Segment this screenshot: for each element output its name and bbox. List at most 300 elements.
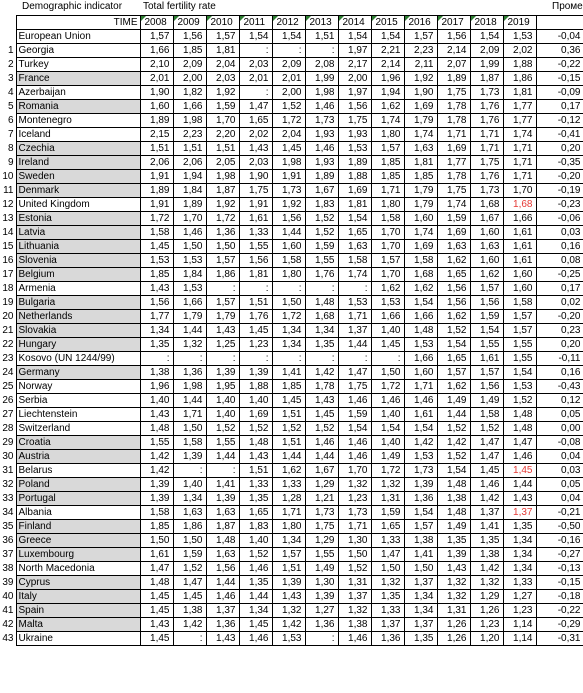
value-cell[interactable]: 2,10 [140,58,173,72]
value-cell[interactable]: 1,73 [338,506,371,520]
value-cell[interactable]: : [272,282,305,296]
value-cell[interactable]: 1,60 [272,240,305,254]
value-cell[interactable]: 1,63 [404,142,437,156]
value-cell[interactable]: 1,80 [371,128,404,142]
country-cell[interactable]: Germany [16,366,140,380]
value-cell[interactable]: 1,71 [470,142,503,156]
value-cell[interactable]: 1,45 [503,464,536,478]
value-cell[interactable]: 1,62 [437,380,470,394]
value-cell[interactable]: 2,00 [338,72,371,86]
value-cell[interactable]: 1,26 [470,604,503,618]
change-cell[interactable]: -0,21 [536,506,583,520]
value-cell[interactable]: 1,94 [371,86,404,100]
value-cell[interactable]: 1,60 [404,212,437,226]
value-cell[interactable]: 1,92 [272,198,305,212]
change-cell[interactable]: -0,41 [536,128,583,142]
value-cell[interactable]: 1,63 [437,240,470,254]
value-cell[interactable]: 1,65 [437,352,470,366]
value-cell[interactable]: 1,85 [404,170,437,184]
value-cell[interactable]: 1,48 [437,506,470,520]
value-cell[interactable]: 1,59 [173,548,206,562]
country-cell[interactable]: Belarus [16,464,140,478]
value-cell[interactable]: 1,36 [173,366,206,380]
country-cell[interactable]: Austria [16,450,140,464]
value-cell[interactable]: 1,71 [470,128,503,142]
change-cell[interactable]: -0,23 [536,198,583,212]
value-cell[interactable]: 1,61 [404,408,437,422]
value-cell[interactable]: 2,20 [206,128,239,142]
value-cell[interactable]: 2,05 [206,156,239,170]
country-cell[interactable]: Slovenia [16,254,140,268]
value-cell[interactable]: : [140,352,173,366]
value-cell[interactable]: 1,48 [140,576,173,590]
value-cell[interactable]: 1,43 [305,394,338,408]
country-cell[interactable]: Romania [16,100,140,114]
value-cell[interactable]: 1,51 [272,436,305,450]
value-cell[interactable]: 1,50 [173,534,206,548]
value-cell[interactable]: 1,55 [503,338,536,352]
value-cell[interactable]: 1,89 [437,72,470,86]
value-cell[interactable]: 1,45 [305,408,338,422]
value-cell[interactable]: 1,37 [371,618,404,632]
value-cell[interactable]: 1,89 [173,198,206,212]
value-cell[interactable]: 1,51 [239,464,272,478]
value-cell[interactable]: 1,44 [503,478,536,492]
value-cell[interactable]: 1,62 [437,310,470,324]
value-cell[interactable]: 1,42 [437,436,470,450]
value-cell[interactable]: 1,56 [239,254,272,268]
value-cell[interactable]: 1,93 [305,156,338,170]
value-cell[interactable]: 1,54 [338,422,371,436]
value-cell[interactable]: 1,39 [239,366,272,380]
value-cell[interactable]: 1,53 [404,338,437,352]
change-cell[interactable]: -0,25 [536,268,583,282]
value-cell[interactable]: 1,61 [140,548,173,562]
value-cell[interactable]: 1,54 [437,464,470,478]
value-cell[interactable]: 1,46 [239,562,272,576]
value-cell[interactable]: 1,42 [173,618,206,632]
value-cell[interactable]: 1,72 [206,212,239,226]
value-cell[interactable]: 1,59 [437,212,470,226]
value-cell[interactable]: 1,60 [503,268,536,282]
value-cell[interactable]: 1,62 [404,282,437,296]
change-cell[interactable]: -0,50 [536,520,583,534]
value-cell[interactable]: 1,53 [173,282,206,296]
value-cell[interactable]: 1,54 [404,506,437,520]
value-cell[interactable]: 1,53 [503,30,536,44]
value-cell[interactable]: 1,36 [371,632,404,646]
value-cell[interactable]: 1,45 [470,464,503,478]
value-cell[interactable]: 2,14 [437,44,470,58]
value-cell[interactable]: 1,50 [371,562,404,576]
value-cell[interactable]: 1,59 [338,408,371,422]
value-cell[interactable]: 1,45 [272,142,305,156]
value-cell[interactable]: 1,92 [206,198,239,212]
value-cell[interactable]: 2,04 [272,128,305,142]
value-cell[interactable]: 1,78 [437,114,470,128]
value-cell[interactable]: : [173,352,206,366]
change-cell[interactable]: 0,17 [536,100,583,114]
value-cell[interactable]: 1,65 [437,268,470,282]
value-cell[interactable]: : [239,44,272,58]
change-cell[interactable]: 0,23 [536,324,583,338]
value-cell[interactable]: 1,57 [503,324,536,338]
value-cell[interactable]: : [206,464,239,478]
value-cell[interactable]: 1,35 [404,632,437,646]
country-cell[interactable]: Sweden [16,170,140,184]
value-cell[interactable]: 1,44 [272,226,305,240]
value-cell[interactable]: 2,23 [404,44,437,58]
value-cell[interactable]: 1,45 [173,590,206,604]
value-cell[interactable]: 2,07 [437,58,470,72]
value-cell[interactable]: 1,98 [272,156,305,170]
value-cell[interactable]: 1,65 [371,520,404,534]
value-cell[interactable]: 1,53 [272,632,305,646]
value-cell[interactable]: 1,43 [503,492,536,506]
value-cell[interactable]: 1,60 [470,226,503,240]
value-cell[interactable]: 1,79 [173,310,206,324]
value-cell[interactable]: 1,57 [470,366,503,380]
value-cell[interactable]: 1,29 [305,478,338,492]
value-cell[interactable]: 1,89 [338,156,371,170]
value-cell[interactable]: 1,90 [140,86,173,100]
value-cell[interactable]: 1,58 [173,436,206,450]
value-cell[interactable]: 1,49 [470,394,503,408]
value-cell[interactable]: 1,35 [470,534,503,548]
value-cell[interactable]: 1,40 [371,324,404,338]
value-cell[interactable]: 1,59 [206,100,239,114]
change-cell[interactable]: 0,04 [536,492,583,506]
value-cell[interactable]: 1,31 [371,492,404,506]
value-cell[interactable]: 1,79 [404,198,437,212]
value-cell[interactable]: 1,39 [173,450,206,464]
value-cell[interactable]: 1,90 [239,170,272,184]
value-cell[interactable]: 1,65 [338,226,371,240]
value-cell[interactable]: 1,32 [437,576,470,590]
value-cell[interactable]: 1,51 [272,408,305,422]
value-cell[interactable]: 1,14 [503,618,536,632]
value-cell[interactable]: 1,89 [140,184,173,198]
value-cell[interactable]: 1,78 [437,170,470,184]
value-cell[interactable]: 1,75 [470,156,503,170]
value-cell[interactable]: 1,66 [404,352,437,366]
value-cell[interactable]: 1,55 [305,254,338,268]
country-cell[interactable]: Turkey [16,58,140,72]
value-cell[interactable]: : [173,632,206,646]
value-cell[interactable]: 1,56 [140,296,173,310]
change-cell[interactable]: -0,06 [536,212,583,226]
value-cell[interactable]: 2,01 [239,72,272,86]
value-cell[interactable]: 1,46 [206,590,239,604]
value-cell[interactable]: 1,71 [173,408,206,422]
value-cell[interactable]: 1,46 [470,478,503,492]
value-cell[interactable]: 1,74 [371,114,404,128]
value-cell[interactable]: 1,46 [371,394,404,408]
value-cell[interactable]: 1,66 [140,44,173,58]
value-cell[interactable]: 1,58 [140,226,173,240]
value-cell[interactable]: 1,34 [503,534,536,548]
value-cell[interactable]: 1,77 [437,156,470,170]
value-cell[interactable]: 1,32 [437,590,470,604]
value-cell[interactable]: 1,37 [206,604,239,618]
value-cell[interactable]: 1,76 [470,100,503,114]
value-cell[interactable]: 1,76 [239,310,272,324]
value-cell[interactable]: 1,56 [437,30,470,44]
value-cell[interactable]: 1,45 [272,394,305,408]
value-cell[interactable]: 1,35 [305,338,338,352]
country-cell[interactable]: Netherlands [16,310,140,324]
value-cell[interactable]: 2,00 [173,72,206,86]
value-cell[interactable]: 1,48 [140,422,173,436]
value-cell[interactable]: 1,27 [305,604,338,618]
value-cell[interactable]: 1,32 [272,604,305,618]
value-cell[interactable]: 1,55 [206,436,239,450]
value-cell[interactable]: 1,89 [305,170,338,184]
value-cell[interactable]: 1,57 [503,310,536,324]
country-cell[interactable]: Denmark [16,184,140,198]
value-cell[interactable]: 1,54 [272,30,305,44]
country-cell[interactable]: Greece [16,534,140,548]
value-cell[interactable]: 1,87 [206,520,239,534]
value-cell[interactable]: 1,66 [503,212,536,226]
value-cell[interactable]: 1,84 [173,184,206,198]
value-cell[interactable]: 1,67 [305,464,338,478]
value-cell[interactable]: 1,48 [305,296,338,310]
value-cell[interactable]: 1,80 [272,520,305,534]
change-cell[interactable]: 0,12 [536,394,583,408]
change-cell[interactable]: -0,12 [536,114,583,128]
value-cell[interactable]: 1,46 [305,436,338,450]
value-cell[interactable]: 1,81 [239,268,272,282]
country-cell[interactable]: Azerbaijan [16,86,140,100]
value-cell[interactable]: 1,74 [437,198,470,212]
value-cell[interactable]: 2,01 [272,72,305,86]
value-cell[interactable]: 1,35 [239,492,272,506]
value-cell[interactable]: 1,66 [371,310,404,324]
value-cell[interactable]: 1,61 [239,212,272,226]
value-cell[interactable]: 1,44 [206,576,239,590]
value-cell[interactable]: 1,39 [437,548,470,562]
value-cell[interactable]: 1,53 [173,254,206,268]
country-cell[interactable]: North Macedonia [16,562,140,576]
value-cell[interactable]: 1,82 [173,86,206,100]
value-cell[interactable]: 1,48 [206,534,239,548]
value-cell[interactable]: 1,57 [140,30,173,44]
value-cell[interactable]: 1,54 [503,366,536,380]
value-cell[interactable]: 1,52 [239,422,272,436]
value-cell[interactable]: 1,91 [272,170,305,184]
value-cell[interactable]: 2,01 [140,72,173,86]
value-cell[interactable]: 1,50 [140,534,173,548]
value-cell[interactable]: 1,34 [272,324,305,338]
value-cell[interactable]: 1,52 [470,422,503,436]
country-cell[interactable]: Luxembourg [16,548,140,562]
value-cell[interactable]: 1,39 [305,590,338,604]
value-cell[interactable]: 1,85 [371,170,404,184]
value-cell[interactable]: : [338,282,371,296]
value-cell[interactable]: 1,43 [239,142,272,156]
value-cell[interactable]: 1,53 [503,380,536,394]
change-cell[interactable]: -0,29 [536,618,583,632]
value-cell[interactable]: 2,21 [371,44,404,58]
change-cell[interactable]: -0,35 [536,156,583,170]
value-cell[interactable]: 1,41 [404,548,437,562]
value-cell[interactable]: 1,52 [206,422,239,436]
value-cell[interactable]: 1,40 [206,408,239,422]
value-cell[interactable]: : [338,352,371,366]
value-cell[interactable]: 1,68 [305,310,338,324]
value-cell[interactable]: 2,09 [470,44,503,58]
value-cell[interactable]: 1,58 [338,254,371,268]
value-cell[interactable]: 1,38 [173,604,206,618]
value-cell[interactable]: 1,86 [206,268,239,282]
value-cell[interactable]: 1,75 [305,520,338,534]
change-cell[interactable]: 0,20 [536,338,583,352]
country-cell[interactable]: Ireland [16,156,140,170]
value-cell[interactable]: 1,44 [437,408,470,422]
value-cell[interactable]: 1,52 [272,100,305,114]
value-cell[interactable]: 1,57 [371,142,404,156]
value-cell[interactable]: : [371,352,404,366]
value-cell[interactable]: 1,44 [272,450,305,464]
change-cell[interactable]: 0,05 [536,478,583,492]
value-cell[interactable]: 1,39 [206,366,239,380]
value-cell[interactable]: 1,51 [305,30,338,44]
value-cell[interactable]: 2,03 [206,72,239,86]
value-cell[interactable]: 1,73 [305,506,338,520]
value-cell[interactable]: 1,42 [470,492,503,506]
country-cell[interactable]: Liechtenstein [16,408,140,422]
value-cell[interactable]: 1,59 [470,310,503,324]
value-cell[interactable]: 1,42 [470,562,503,576]
country-cell[interactable]: Spain [16,604,140,618]
value-cell[interactable]: 1,96 [371,72,404,86]
value-cell[interactable]: 1,34 [404,604,437,618]
value-cell[interactable]: 1,57 [206,296,239,310]
value-cell[interactable]: 1,36 [305,618,338,632]
value-cell[interactable]: 1,54 [338,30,371,44]
value-cell[interactable]: 1,34 [140,324,173,338]
value-cell[interactable]: 1,96 [140,380,173,394]
value-cell[interactable]: 1,57 [437,366,470,380]
value-cell[interactable]: 1,46 [404,394,437,408]
value-cell[interactable]: 1,55 [140,436,173,450]
value-cell[interactable]: 2,03 [239,156,272,170]
value-cell[interactable]: 1,87 [206,184,239,198]
value-cell[interactable]: 1,54 [371,422,404,436]
value-cell[interactable]: 1,39 [404,478,437,492]
value-cell[interactable]: 1,70 [503,184,536,198]
country-cell[interactable]: Georgia [16,44,140,58]
change-cell[interactable]: 0,00 [536,422,583,436]
value-cell[interactable]: 1,42 [305,366,338,380]
value-cell[interactable]: 1,75 [239,184,272,198]
change-cell[interactable]: -0,15 [536,72,583,86]
value-cell[interactable]: 1,34 [503,548,536,562]
value-cell[interactable]: 1,23 [503,604,536,618]
value-cell[interactable]: 1,67 [470,212,503,226]
value-cell[interactable]: 1,60 [470,254,503,268]
change-cell[interactable]: 0,16 [536,240,583,254]
value-cell[interactable]: 1,56 [437,282,470,296]
value-cell[interactable]: 1,34 [272,534,305,548]
value-cell[interactable]: 1,71 [338,310,371,324]
value-cell[interactable]: 1,39 [206,492,239,506]
change-cell[interactable]: -0,20 [536,310,583,324]
value-cell[interactable]: 1,98 [206,170,239,184]
value-cell[interactable]: 1,45 [140,604,173,618]
value-cell[interactable]: 1,42 [404,436,437,450]
value-cell[interactable]: 1,50 [206,240,239,254]
value-cell[interactable]: 1,52 [305,212,338,226]
value-cell[interactable]: 1,42 [272,618,305,632]
value-cell[interactable]: 1,62 [272,464,305,478]
value-cell[interactable]: 1,44 [173,394,206,408]
value-cell[interactable]: 1,54 [404,422,437,436]
value-cell[interactable]: 1,46 [305,142,338,156]
country-cell[interactable]: Slovakia [16,324,140,338]
value-cell[interactable]: 1,62 [371,282,404,296]
value-cell[interactable]: 1,54 [404,296,437,310]
value-cell[interactable]: 1,71 [503,142,536,156]
change-cell[interactable]: 0,02 [536,296,583,310]
value-cell[interactable]: 1,46 [503,450,536,464]
value-cell[interactable]: 1,53 [338,296,371,310]
value-cell[interactable]: 1,37 [338,590,371,604]
country-cell[interactable]: Poland [16,478,140,492]
value-cell[interactable]: : [305,632,338,646]
value-cell[interactable]: 1,73 [470,86,503,100]
value-cell[interactable]: 1,47 [338,366,371,380]
value-cell[interactable]: 1,54 [470,30,503,44]
value-cell[interactable]: 1,57 [404,30,437,44]
value-cell[interactable]: 1,88 [239,380,272,394]
change-cell[interactable]: 0,03 [536,226,583,240]
value-cell[interactable]: 1,32 [470,576,503,590]
value-cell[interactable]: 1,81 [503,86,536,100]
value-cell[interactable]: 2,00 [272,86,305,100]
value-cell[interactable]: 1,62 [470,268,503,282]
value-cell[interactable]: 1,69 [239,408,272,422]
value-cell[interactable]: 1,89 [140,114,173,128]
value-cell[interactable]: 1,33 [503,576,536,590]
value-cell[interactable]: 2,02 [239,128,272,142]
value-cell[interactable]: 1,39 [140,492,173,506]
value-cell[interactable]: 1,41 [206,478,239,492]
country-cell[interactable]: Czechia [16,142,140,156]
value-cell[interactable]: 1,48 [503,408,536,422]
value-cell[interactable]: 1,32 [338,478,371,492]
value-cell[interactable]: 1,66 [173,100,206,114]
value-cell[interactable]: 1,26 [437,632,470,646]
value-cell[interactable]: 1,92 [206,86,239,100]
value-cell[interactable]: 1,75 [437,86,470,100]
value-cell[interactable]: 1,49 [437,520,470,534]
value-cell[interactable]: 1,43 [140,408,173,422]
value-cell[interactable]: 1,58 [503,296,536,310]
value-cell[interactable]: 1,37 [404,576,437,590]
value-cell[interactable]: 1,61 [503,226,536,240]
value-cell[interactable]: 1,91 [239,198,272,212]
country-cell[interactable]: Bulgaria [16,296,140,310]
value-cell[interactable]: 1,41 [272,366,305,380]
country-cell[interactable]: Albania [16,506,140,520]
country-cell[interactable]: Lithuania [16,240,140,254]
value-cell[interactable]: 1,61 [503,240,536,254]
country-cell[interactable]: Montenegro [16,114,140,128]
change-cell[interactable]: 0,20 [536,142,583,156]
value-cell[interactable]: 1,52 [173,562,206,576]
